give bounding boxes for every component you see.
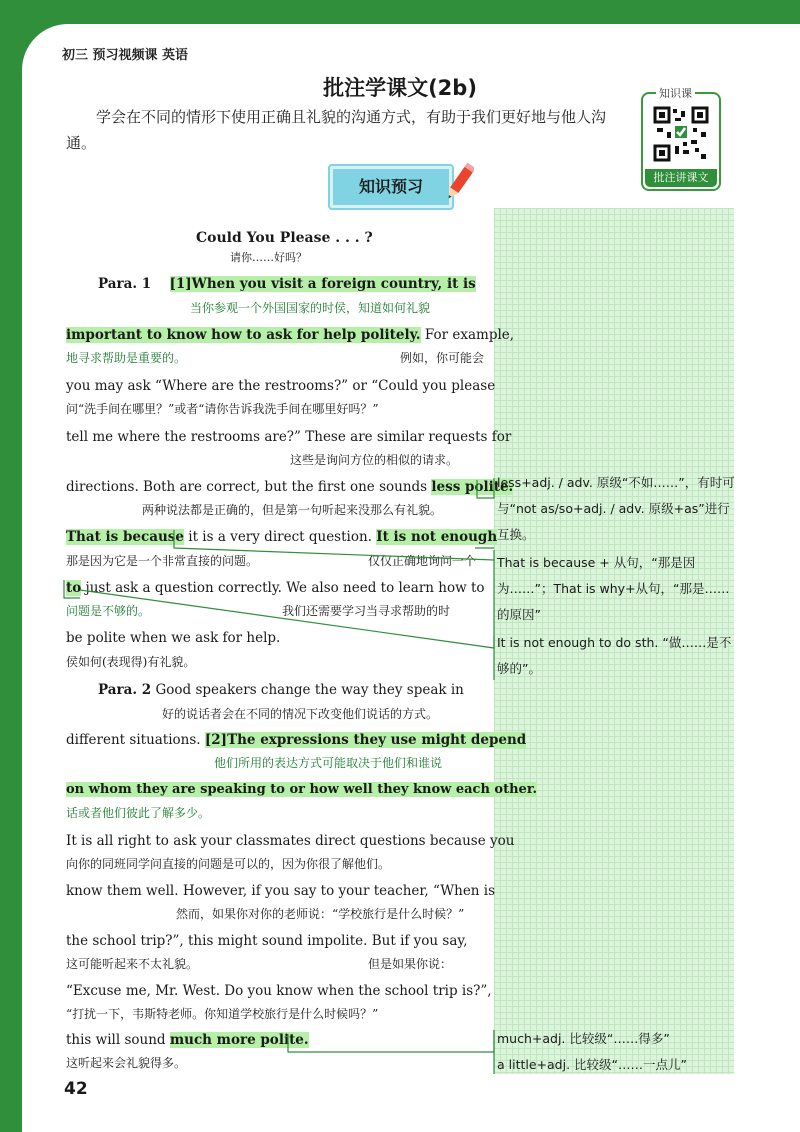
text-segment: this will sound [66, 1032, 170, 1048]
highlighted-phrase: important to know how to ask for help politely. [66, 327, 421, 343]
section-banner: 知识预习 [330, 166, 452, 208]
highlighted-phrase: on whom they are speaking to or how well they know each other. [66, 782, 538, 797]
text-line: be polite when we ask for help. [66, 630, 281, 646]
text-segment: directions. Both are correct, but the first one sounds [66, 479, 432, 495]
highlighted-phrase: to [66, 580, 82, 596]
page-header: 初三 预习视频课 英语 [62, 48, 189, 63]
text-segment: Good speakers change the way they speak in [151, 682, 464, 698]
annotation-note: a little+adj. 比较级“……一点儿” [497, 1057, 687, 1072]
text-line: It is all right to ask your classmates direct questions because you [66, 833, 515, 849]
page-number: 42 [64, 1079, 88, 1099]
intro-text: 学会在不同的情形下使用正确且礼貌的沟通方式，有助于我们更好地与他人沟通。 [66, 108, 607, 152]
text-line: tell me where the restrooms are?” These are similar requests for [66, 429, 512, 445]
translation-line: 那是因为它是一个非常直接的问题。 [66, 554, 259, 568]
text-line: you may ask “Where are the restrooms?” or “Could you please [66, 378, 496, 394]
highlighted-phrase: That is because [66, 529, 184, 545]
highlighted-phrase: less polite. [431, 479, 514, 495]
para-label: Para. 2 [98, 682, 152, 698]
text-line: the school trip?”, this might sound impolite. But if you say, [66, 933, 468, 949]
highlighted-phrase: much more polite. [169, 1032, 309, 1048]
translation-line: 然而，如果你对你的老师说：“学校旅行是什么时候？” [176, 907, 465, 921]
text-line: “Excuse me, Mr. West. Do you know when the school trip is?”, [66, 983, 492, 999]
translation-line: 他们所用的表达方式可能取决于他们和谁说 [214, 756, 443, 770]
mark-label: [1] [169, 276, 192, 292]
text-segment: it is a very direct question. [183, 529, 377, 545]
qr-top-label: 知识课 [656, 85, 695, 101]
highlighted-phrase: When you visit a foreign country, it is [191, 276, 476, 292]
highlighted-phrase: It is not enough [376, 529, 498, 545]
translation-line: 地寻求帮助是重要的。 [66, 351, 187, 365]
qr-bottom-label: 批注讲课文 [645, 169, 717, 187]
page-title: 批注学课文(2b) [323, 76, 477, 100]
story-title-cn: 请你……好吗？ [230, 251, 307, 264]
annotation-note: less+adj. / adv. 原级“不如……”，有时可与“not as/so+adj. / adv. 原级+as”进行互换。 [497, 475, 735, 542]
story-title: Could You Please . . . ? [196, 230, 373, 246]
translation-line: 例如，你可能会 [400, 351, 485, 365]
highlighted-phrase: The expressions they use might depend [227, 732, 527, 748]
mark-label: [2] [204, 732, 228, 748]
translation-line: 侯如何(表现得)有礼貌。 [66, 655, 196, 669]
translation-line: 但是如果你说： [368, 957, 453, 971]
translation-line: 好的说话者会在不同的情况下改变他们说话的方式。 [162, 707, 439, 721]
translation-line: 仅仅正确地询问一个 [368, 554, 477, 568]
translation-line: 两种说法都是正确的，但是第一句听起来没那么有礼貌。 [142, 503, 443, 517]
para-label: Para. 1 [98, 276, 152, 292]
annotation-note: It is not enough to do sth. “做……是不够的”。 [497, 635, 732, 676]
annotation-note: That is because + 从句，“那是因为……”；That is why+从句，“那是……的原因” [497, 555, 730, 622]
annotation-note: much+adj. 比较级“……得多” [497, 1031, 670, 1046]
text-segment: just ask a question correctly. We also need to learn how to [81, 580, 485, 596]
text-line: know them well. However, if you say to your teacher, “When is [66, 883, 496, 899]
translation-segment: 问题是不够的。 [66, 604, 151, 618]
text-segment: different situations. [66, 732, 205, 748]
translation-line: 我们还需要学习当寻求帮助的时 [282, 604, 451, 618]
translation-line: “打扰一下，韦斯特老师。你知道学校旅行是什么时候吗？” [66, 1007, 379, 1021]
translation-line: 向你的同班同学问直接的问题是可以的，因为你很了解他们。 [66, 857, 391, 871]
translation-line: 这听起来会礼貌得多。 [66, 1056, 187, 1070]
text-segment: For example, [420, 327, 515, 343]
translation-line: 话或者他们彼此了解多少。 [66, 806, 211, 820]
translation-line: 当你参观一个外国国家的时侯，知道如何礼貌 [190, 301, 431, 315]
translation-line: 问“洗手间在哪里？”或者“请你告诉我洗手间在哪里好吗？” [66, 402, 379, 416]
translation-line: 这可能听起来不太礼貌。 [66, 957, 199, 971]
translation-line: 这些是询问方位的相似的请求。 [290, 453, 459, 467]
